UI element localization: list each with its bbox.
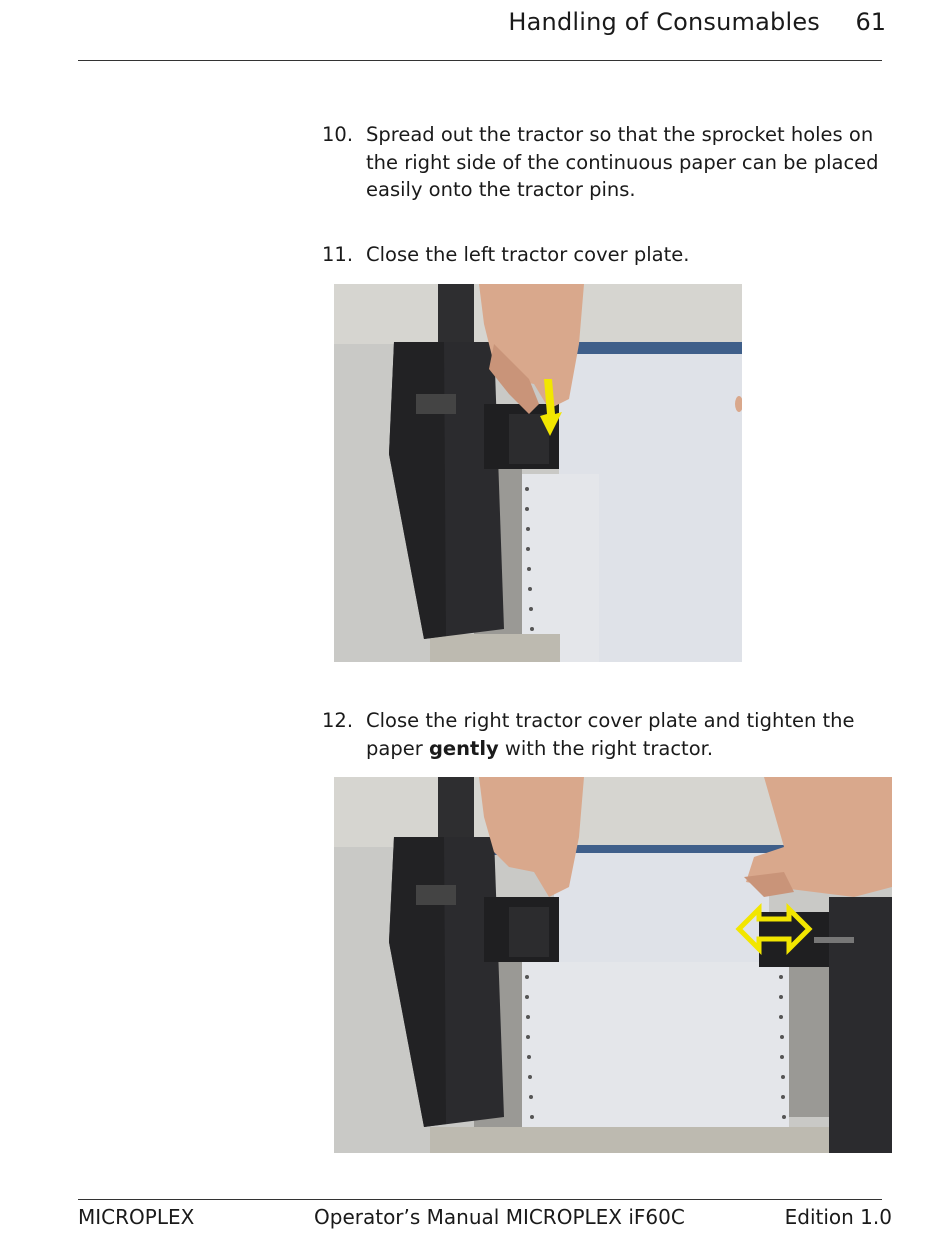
footer-left: MICROPLEX xyxy=(78,1205,195,1229)
step-text: Close the left tractor cover plate. xyxy=(366,243,690,266)
step-text xyxy=(366,707,902,762)
page-number: 61 xyxy=(855,8,886,36)
step-number: 10. xyxy=(322,123,354,146)
step-text-start: Close the right tractor cover plate and tighten the paper xyxy=(366,709,855,760)
step-12 xyxy=(322,707,902,762)
step-10 xyxy=(322,121,902,204)
step-11 xyxy=(322,241,902,269)
step-text-end: with the right tractor. xyxy=(498,736,714,760)
photo-left-tractor-cover xyxy=(334,284,742,662)
step-text: Spread out the tractor so that the sprocket holes on the right side of the continuous paper can be placed easily onto the tractor pins. xyxy=(366,123,879,201)
step-number: 12. xyxy=(322,709,354,732)
step-number: 11. xyxy=(322,243,354,266)
footer-center: Operator’s Manual MICROPLEX iF60C xyxy=(314,1205,685,1229)
step-text-bold: gently xyxy=(428,736,499,760)
footer-right: Edition 1.0 xyxy=(784,1205,892,1229)
footer-rule xyxy=(78,1199,882,1200)
header-title: Handling of Consumables xyxy=(508,8,820,36)
header-rule xyxy=(78,60,882,61)
photo-right-tractor-cover xyxy=(334,777,892,1153)
